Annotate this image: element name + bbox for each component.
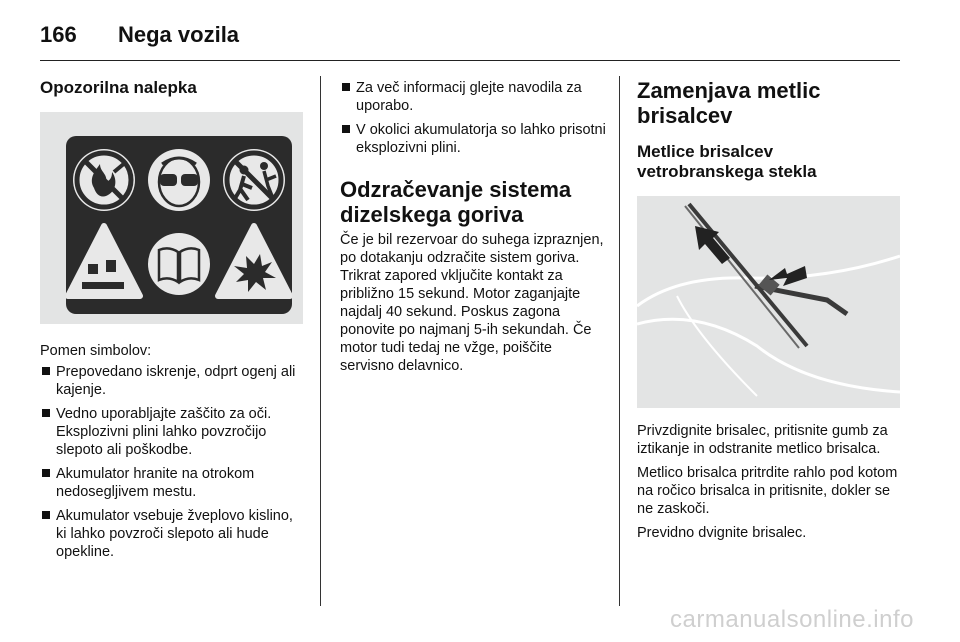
- list-item: [40, 405, 306, 459]
- page-header: [40, 14, 920, 50]
- list-item-text: Akumulator hranite na otrokom nedosegljivem mestu.: [56, 466, 255, 500]
- windscreen-wiper-subheading: [637, 142, 903, 182]
- fuel-system-bleeding-heading: [340, 177, 608, 227]
- page-number: 166: [40, 22, 77, 47]
- fuel-system-bleeding-text: Če je bil rezervoar do suhega izpraznjen, po dotakanju odzračite sistem goriva. Trikrat zapored vključite kontakt za približno 15 sekund. Motor zaganjajte najdalj 40 sekund. Poskus zagona ponovite po najmanj 5-ih sekundah. Če motor tudi tedaj ne vžge, poiščite servisno delavnico.: [340, 232, 604, 374]
- bullet-square: [42, 409, 50, 417]
- list-item-text: Vedno uporabljajte zaščito za oči. Eksplozivni plini lahko povzročijo slepoto ali poškodbe.: [56, 406, 272, 458]
- bullet-square: [42, 469, 50, 477]
- heading-line: Odzračevanje sistema: [340, 177, 572, 202]
- subheading-line: Metlice brisalcev: [637, 142, 774, 161]
- no-fire-icon: [73, 149, 135, 211]
- bullet-square: [42, 511, 50, 519]
- explosive-warning-icon: [218, 226, 290, 296]
- heading-line: Zamenjava metlic: [637, 78, 821, 103]
- bullet-square: [342, 125, 350, 133]
- subheading-line: vetrobranskega stekla: [637, 162, 817, 181]
- header-rule: [40, 60, 900, 61]
- watermark: carmanualsonline.info: [670, 606, 914, 633]
- list-item: [340, 79, 608, 115]
- battery-info-list: [340, 79, 608, 157]
- eye-protection-icon: [148, 149, 210, 211]
- column-divider-2: [619, 76, 620, 606]
- right-column: [637, 76, 903, 542]
- corrosive-warning-icon: [68, 226, 140, 296]
- wiper-step-3: Previdno dvignite brisalec.: [637, 525, 807, 541]
- column-divider-1: [320, 76, 321, 606]
- warning-label-panel: [66, 136, 292, 314]
- wiper-blade-replacement-heading: [637, 78, 903, 128]
- warning-label-heading: Opozorilna nalepka: [40, 78, 197, 97]
- wiper-step-2: Metlico brisalca pritrdite rahlo pod kotom na ročico brisalca in pritisnite, dokler se ne zaskoči.: [637, 465, 898, 517]
- wiper-blade-figure: [637, 196, 900, 408]
- heading-line: dizelskega goriva: [340, 202, 524, 227]
- list-item: [340, 121, 608, 157]
- list-item-text: Akumulator vsebuje žveplovo kislino, ki lahko povzroči slepoto ali hude opekline.: [56, 508, 293, 560]
- chapter-title: Nega vozila: [118, 22, 240, 47]
- list-item-text: V okolici akumulatorja so lahko prisotni eksplozivni plini.: [356, 122, 606, 156]
- middle-column: [340, 76, 608, 375]
- warning-label-figure: [40, 112, 303, 324]
- list-item-text: Prepovedano iskrenje, odprt ogenj ali kajenje.: [56, 364, 296, 398]
- heading-line: brisalcev: [637, 103, 733, 128]
- left-column: [40, 76, 306, 567]
- list-item: [40, 363, 306, 399]
- symbols-intro: Pomen simbolov:: [40, 343, 152, 359]
- symbols-list: [40, 363, 306, 561]
- bullet-square: [42, 367, 50, 375]
- keep-children-away-icon: [223, 149, 285, 211]
- read-manual-icon: [148, 233, 210, 295]
- list-item: [40, 465, 306, 501]
- list-item: [40, 507, 306, 561]
- bullet-square: [342, 83, 350, 91]
- list-item-text: Za več informacij glejte navodila za uporabo.: [356, 80, 582, 114]
- wiper-step-1: Privzdignite brisalec, pritisnite gumb za iztikanje in odstranite metlico brisalca.: [637, 423, 888, 457]
